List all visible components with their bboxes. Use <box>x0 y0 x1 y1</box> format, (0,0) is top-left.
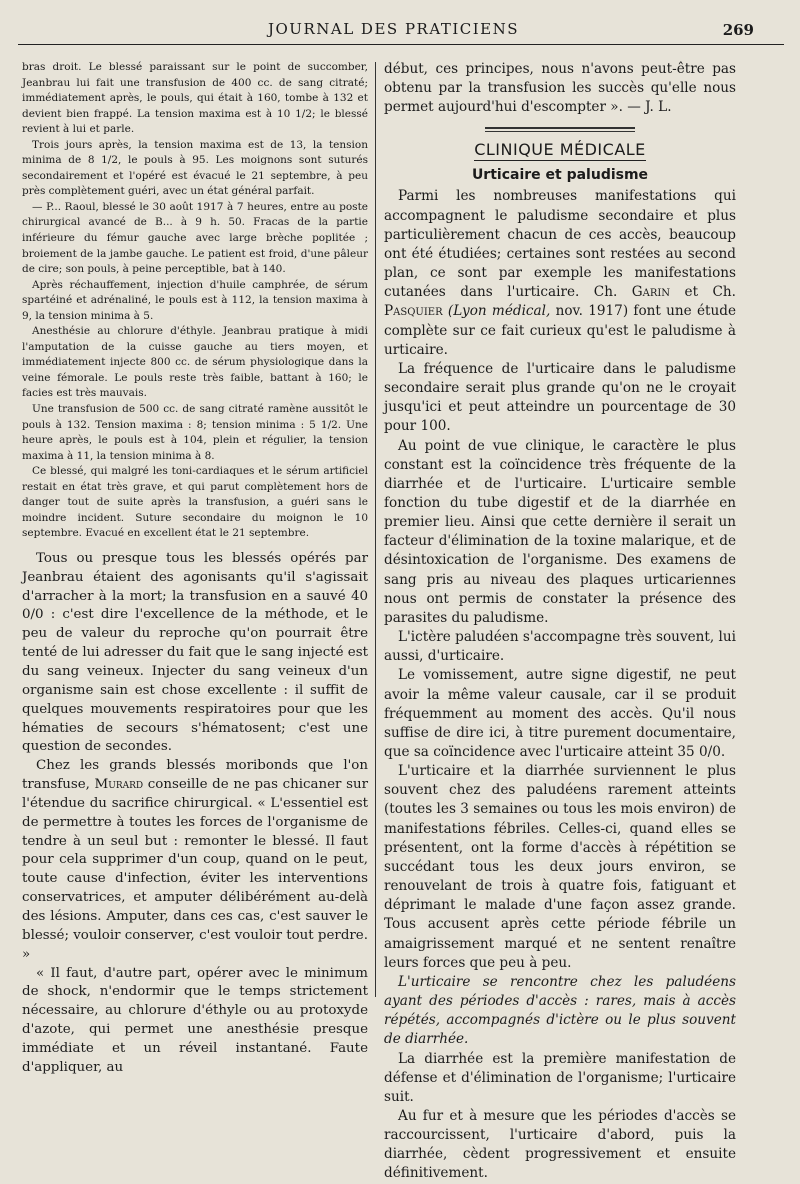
text-run: Chez les grands blessés moribonds que l'on transfuse, <box>22 758 368 793</box>
small-paragraph: bras droit. Le blessé paraissant sur le point de succomber, Jeanbrau lui fait une transfusion de 400 cc. de sang citraté; immédiatement après, le pouls, qui était à 160, tombe à 132 et devient bien frappé. La tension maxima est à 10 1/2; le blessé revient à lui et parle. <box>22 61 368 136</box>
body-paragraph: L'urticaire et la diarrhée surviennent le plus souvent chez des paludéens rarement atteints (toutes les 3 semaines ou tous les mois environ) de manifestations fébriles. Celles-ci, quand elles se présentent, ont la forme d'accès à répétition se succédant tous les deux jours environ, se renouvelant de trois à quatre fois, fatiguant et déprimant le malade d'une façon assez grande. Tous accusent après cette période fébrile un amaigrissement marqué et ne sentent renaître leurs forces que peu à peu. <box>384 763 736 971</box>
body-paragraph: La diarrhée est la première manifestation de défense et d'élimination de l'organisme; l'urticaire suit. <box>384 1050 736 1105</box>
separator-thin-rule <box>485 131 635 132</box>
separator-thick-rule <box>485 127 635 129</box>
small-paragraph: Trois jours après, la tension maxima est de 13, la tension minima de 8 1/2, le pouls à 95. Les moignons sont suturés secondairement et l'opéré est évacué le 21 septembre, à peu près complètement guéri, avec un état général parfait. <box>22 138 368 198</box>
left-column <box>22 60 368 1075</box>
right-intro <box>384 60 736 117</box>
small-paragraph: Anesthésie au chlorure d'éthyle. Jeanbrau pratique à midi l'amputation de la cuisse gauche au tiers moyen, et immédiatement injecte 800 cc. de sérum physiologique dans la veine fémorale. Le pouls reste très faible, battant à 160; le facies est très mauvais. <box>22 325 368 400</box>
section-title-text: CLINIQUE MÉDICALE <box>474 140 646 160</box>
author-name: Garin <box>631 284 671 301</box>
author-name: Murard <box>94 777 144 793</box>
body-paragraph <box>22 757 368 964</box>
running-title: JOURNAL DES PRATICIENS <box>268 20 520 38</box>
header-rule <box>18 44 784 45</box>
small-paragraph: Ce blessé, qui malgré les toni-cardiaques et le sérum artificiel restait en état très grave, et qui parut complètement hors de danger tout de suite après la transfusion, a guéri sans le moindre incident. Suture secondaire du moignon le 10 septembre. Evacué en excellent état le 21 septembre. <box>22 465 368 540</box>
page-header <box>0 0 800 48</box>
page-number: 269 <box>722 21 754 39</box>
text-run: nov. 1917) font une étude complète sur ce fait curieux qu'est le paludisme à urticaire. <box>384 303 737 358</box>
body-paragraph: La fréquence de l'urticaire dans le paludisme secondaire serait plus grande qu'on ne le croyait jusqu'ici et peut atteindre un pourcentage de 30 pour 100. <box>384 360 736 435</box>
body-paragraph: Au fur et à mesure que les périodes d'accès se raccourcissent, l'urticaire d'abord, puis la diarrhée, cèdent progressivement et ensuite définitivement. <box>384 1107 736 1182</box>
right-column <box>384 60 737 1182</box>
body-paragraph: « Il faut, d'autre part, opérer avec le minimum de shock, n'endormir que le temps strictement nécessaire, au chlorure d'éthyle ou au protoxyde d'azote, qui permet une anesthésie presque immédiate et un réveil instantané. Faute d'appliquer, au <box>22 965 368 1075</box>
body-paragraph: Au point de vue clinique, le caractère le plus constant est la coïncidence très fréquente de la diarrhée et de l'urticaire. L'urticaire semble fonction du tube digestif et de la diarrhée en premier lieu. Ainsi que cette dernière il serait un facteur d'élimination de la toxine malarique, et de désintoxication de l'organisme. Des examens de sang pris au niveau des plaques urticariennes nous ont permis de constater la présence des parasites du paludisme. <box>384 437 736 626</box>
article-title: Urticaire et paludisme <box>471 167 649 184</box>
body-paragraph: L'ictère paludéen s'accompagne très souvent, lui aussi, d'urticaire. <box>384 629 736 665</box>
body-paragraph: Tous ou presque tous les blessés opérés par Jeanbrau étaient des agonisants qu'il s'agissait d'arracher à la mort; la transfusion en a sauvé 40 0/0 : c'est dire l'excellence de la méthode, et le peu de valeur du reproche qu'on pourrait être tenté de lui adresser du fait que le sang injecté est du sang veineux. Injecter du sang veineux d'un organisme sain est chose excellente : il suffit de quelques mouvements respiratoires pour que les hématies de secours s'hématosent; c'est une question de secondes. <box>22 550 368 755</box>
body-paragraph: Le vomissement, autre signe digestif, ne peut avoir la même valeur causale, car il se produit fréquemment au moment des accès. Qu'il nous suffise de dire ici, à titre purement documentaire, que sa coïncidence avec l'urticaire atteint 35 0/0. <box>384 667 736 760</box>
emphasis-paragraph: L'urticaire se rencontre chez les paludéens ayant des périodes d'accès : rares, mais à accès répétés, accompagnés d'ictère ou le plus souvent de diarrhée. <box>384 973 736 1048</box>
section-title <box>384 140 736 159</box>
intro-paragraph: début, ces principes, nous n'avons peut-être pas obtenu par la transfusion les succès qu'elle nous permet aujourd'hui d'escompter ». — J. L. <box>384 61 736 116</box>
journal-citation: (Lyon médical, <box>447 303 551 320</box>
text-run: Parmi les nombreuses manifestations qui accompagnent le paludisme secondaire et plus particulièrement chacun de ces accès, beaucoup ont été étudiées; certaines sont restées au second plan, ce sont par exemple les manifestations cutanées dans l'urticaire. Ch. <box>384 188 736 301</box>
small-paragraph: — P... Raoul, blessé le 30 août 1917 à 7 heures, entre au poste chirurgical avancé de B... à 9 h. 50. Fracas de la partie inférieure du fémur gauche avec large brèche poplitée ; broiement de la jambe gauche. Le patient est froid, d'une pâleur de cire; son pouls, à peine perceptible, bat à 140. <box>22 200 368 276</box>
small-paragraph: Une transfusion de 500 cc. de sang citraté ramène aussitôt le pouls à 132. Tension maxima : 8; tension minima : 5 1/2. Une heure après, le pouls est à 104, plein et régulier, la tension maxima à 11, la tension minima à 8. <box>22 403 368 462</box>
case-report-block <box>22 60 368 542</box>
text-run: et Ch. <box>670 284 736 301</box>
small-paragraph: Après réchauffement, injection d'huile camphrée, de sérum spartéiné et adrénaliné, le pouls est à 112, la tension maxima à 9, la tension minima à 5. <box>22 278 368 322</box>
section-separator <box>384 127 736 132</box>
article-body <box>384 187 736 1183</box>
column-divider <box>375 62 376 997</box>
discussion-block <box>22 550 368 1078</box>
text-run: conseille de ne pas chicaner sur l'étendue du sacrifice chirurgical. « L'essentiel est de permettre à toutes les forces de l'organisme de tendre à un seul but : remonter le blessé. Il faut pour cela supprimer d'un coup, quand on le peut, toute cause d'infection, éviter les interventions conservatrices, et amputer délibérément au-delà des lésions. Amputer, dans ces cas, c'est sauver le blessé; vouloir conserver, c'est vouloir tout perdre. » <box>22 777 368 962</box>
author-name: Pasquier <box>384 303 443 320</box>
body-paragraph <box>384 187 736 359</box>
